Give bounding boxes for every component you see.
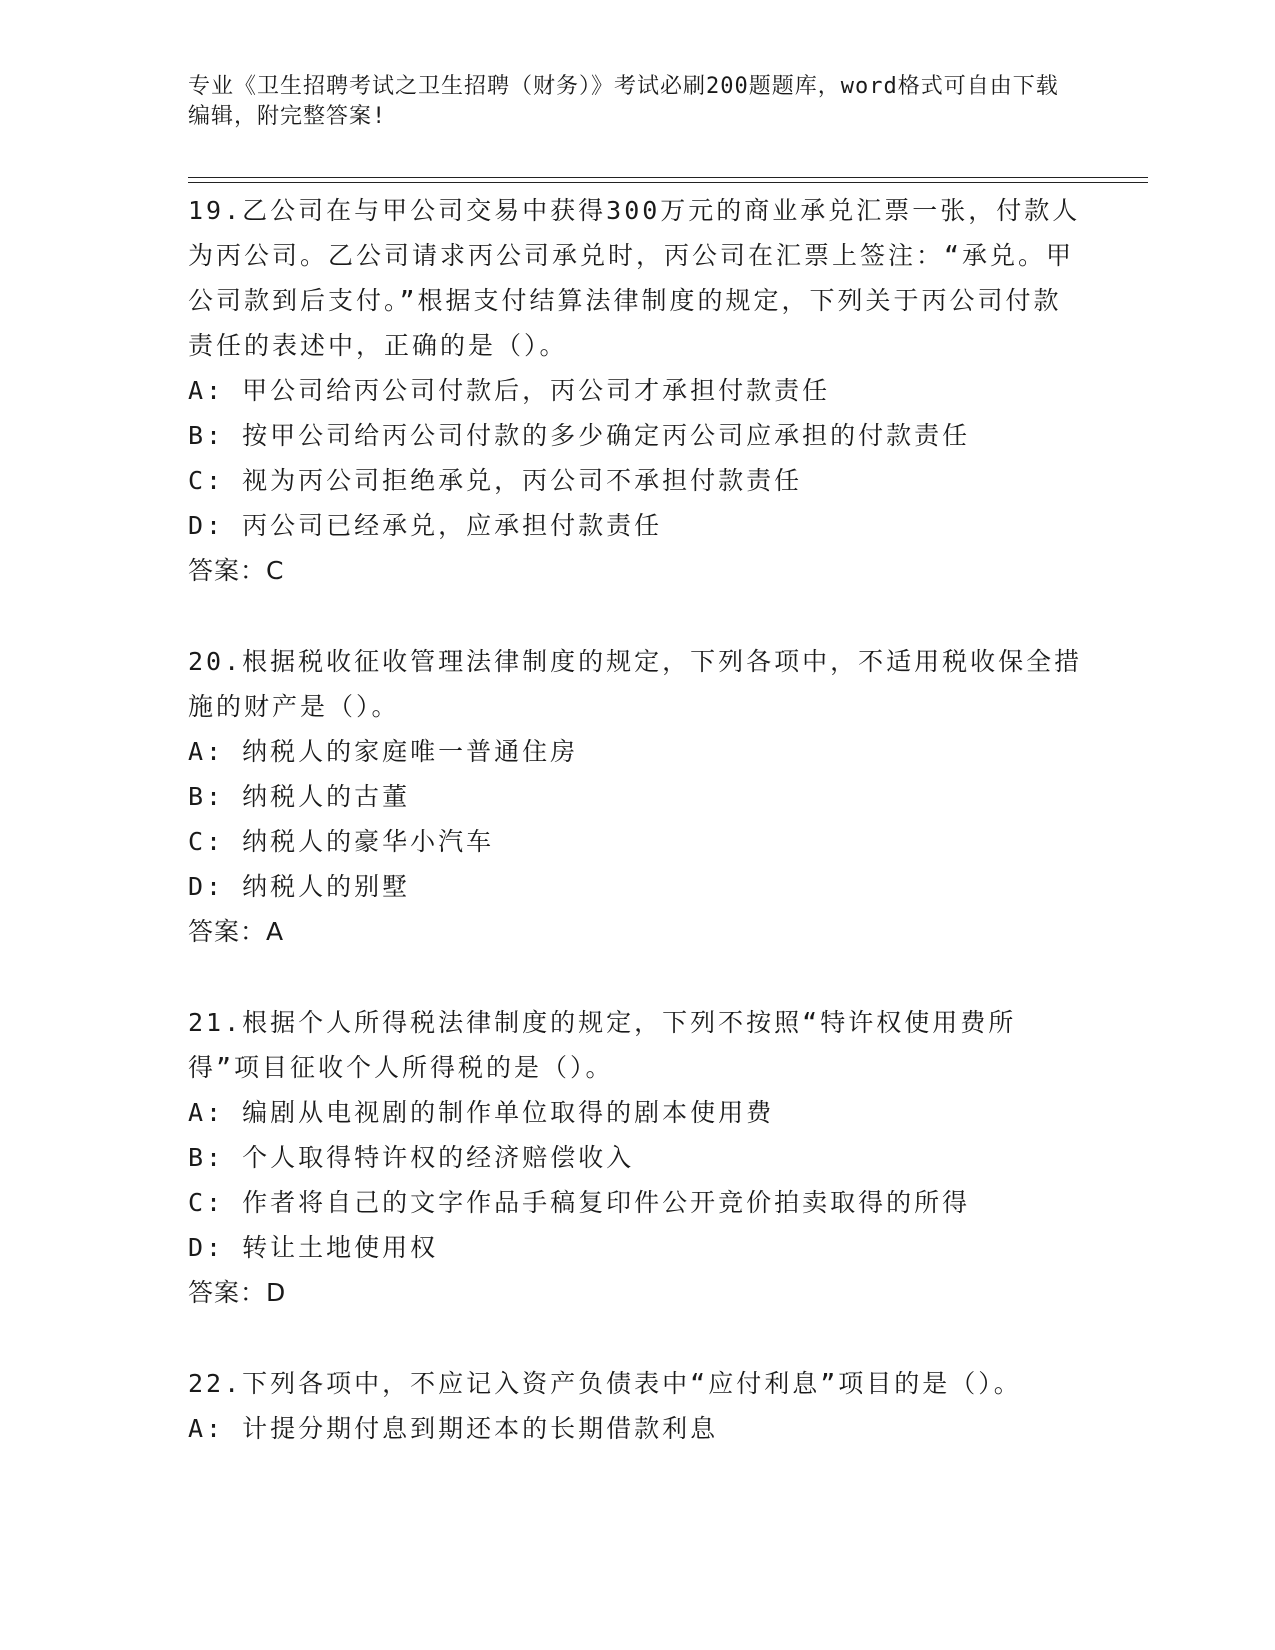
option-a: A: 纳税人的家庭唯一普通住房 [188,737,579,766]
header-divider-bottom [188,182,1148,183]
question-text: 20.根据税收征收管理法律制度的规定，下列各项中，不适用税收保全措施的财产是（）。 [188,647,1083,721]
header-title: 专业《卫生招聘考试之卫生招聘（财务）》考试必刷200题题库，word格式可自由下载编辑，附完整答案! [188,74,1059,129]
question-19 [188,188,1088,593]
option-a: A: 计提分期付息到期还本的长期借款利息 [188,1414,719,1443]
question-list [188,188,1088,1497]
answer-line: 答案：D [188,1278,287,1307]
answer-line: 答案：C [188,556,285,585]
option-c: C: 作者将自己的文字作品手稿复印件公开竞价拍卖取得的所得 [188,1188,971,1217]
question-text: 22.下列各项中，不应记入资产负债表中“应付利息”项目的是（）。 [188,1369,1022,1398]
question-21 [188,1000,1088,1315]
option-d: D: 纳税人的别墅 [188,872,411,901]
option-a: A: 甲公司给丙公司付款后，丙公司才承担付款责任 [188,376,831,405]
option-c: C: 视为丙公司拒绝承兑，丙公司不承担付款责任 [188,466,803,495]
answer-line: 答案：A [188,917,285,946]
option-b: B: 纳税人的古董 [188,782,411,811]
option-c: C: 纳税人的豪华小汽车 [188,827,495,856]
option-b: B: 个人取得特许权的经济赔偿收入 [188,1143,635,1172]
question-text: 21.根据个人所得税法律制度的规定，下列不按照“特许权使用费所得”项目征收个人所得税的是（）。 [188,1008,1017,1082]
question-text: 19.乙公司在与甲公司交易中获得300万元的商业承兑汇票一张，付款人为丙公司。乙公司请求丙公司承兑时，丙公司在汇票上签注：“承兑。甲公司款到后支付。”根据支付结算法律制度的规定，下列关于丙公司付款责任的表述中，正确的是（）。 [188,196,1081,360]
page-header [188,72,1068,132]
option-a: A: 编剧从电视剧的制作单位取得的剧本使用费 [188,1098,775,1127]
question-22 [188,1361,1088,1451]
question-20 [188,639,1088,954]
option-b: B: 按甲公司给丙公司付款的多少确定丙公司应承担的付款责任 [188,421,971,450]
header-divider-top [188,177,1148,178]
option-d: D: 转让土地使用权 [188,1233,439,1262]
option-d: D: 丙公司已经承兑，应承担付款责任 [188,511,663,540]
